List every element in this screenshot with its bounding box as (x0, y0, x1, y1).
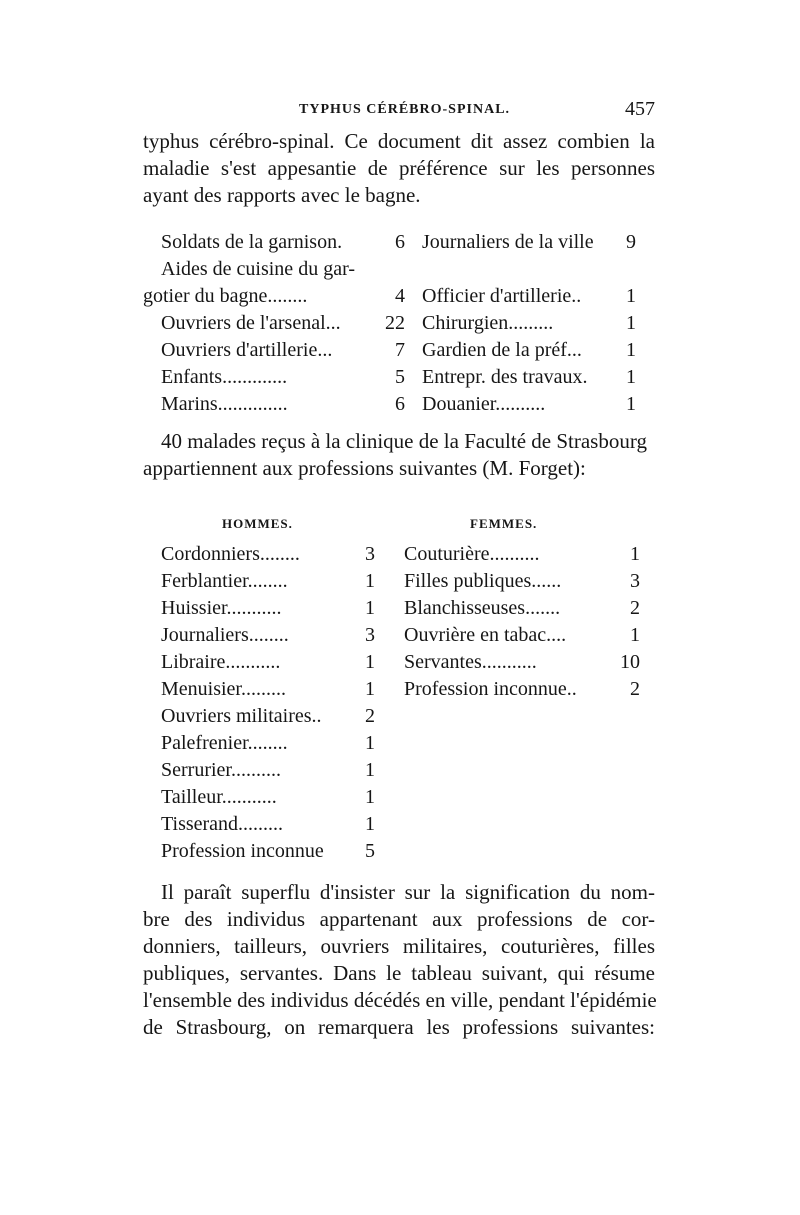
row-label: Marins.............. (161, 393, 288, 415)
row-label: Ouvrière en tabac.... (404, 624, 567, 646)
row-label: Libraire........... (161, 651, 281, 673)
intro-paragraph (143, 128, 655, 209)
row-label: Soldats de la garnison. (161, 231, 343, 253)
row-value: 2 (365, 705, 375, 727)
row-value: 1 (626, 366, 636, 388)
paragraph-line: donniers, tailleurs, ouvriers militaires, couturières, filles (143, 934, 655, 958)
row-value: 6 (395, 393, 405, 415)
row-label: Douanier.......... (422, 393, 546, 415)
row-value: 1 (626, 285, 636, 307)
row-label: Filles publiques...... (404, 570, 562, 592)
paragraph-line: de Strasbourg, on remarquera les professions suivantes: (143, 1015, 655, 1039)
paragraph-line: maladie s'est appesantie de préférence sur les personnes (143, 156, 655, 180)
row-value: 1 (626, 312, 636, 334)
row-value: 3 (630, 570, 640, 592)
clinic-paragraph (143, 428, 655, 482)
row-value: 1 (626, 339, 636, 361)
row-label: Chirurgien......... (422, 312, 554, 334)
row-label: Palefrenier........ (161, 732, 288, 754)
femmes-heading: FEMMES. (470, 516, 538, 531)
row-value: 1 (365, 813, 375, 835)
row-label: Gardien de la préf... (422, 339, 582, 361)
row-value: 3 (365, 543, 375, 565)
row-label: Profession inconnue.. (404, 678, 577, 700)
row-label: Cordonniers........ (161, 543, 300, 565)
row-value: 1 (365, 786, 375, 808)
row-value: 1 (365, 732, 375, 754)
row-label: Journaliers........ (161, 624, 289, 646)
row-label: Entrepr. des travaux. (422, 366, 588, 388)
row-label: Journaliers de la ville (422, 231, 594, 253)
row-value: 2 (630, 597, 640, 619)
row-label: Servantes........... (404, 651, 537, 673)
row-label: Ouvriers de l'arsenal... (161, 312, 341, 334)
row-label: Profession inconnue (161, 840, 324, 862)
row-value: 1 (365, 759, 375, 781)
closing-paragraph (143, 879, 655, 1041)
row-label: Tisserand......... (161, 813, 284, 835)
running-title: TYPHUS CÉRÉBRO-SPINAL. (299, 102, 511, 117)
row-label: Ouvriers militaires.. (161, 705, 322, 727)
row-value: 4 (395, 285, 405, 307)
row-value: 5 (395, 366, 405, 388)
page-number: 457 (625, 98, 655, 120)
row-value: 6 (395, 231, 405, 253)
row-value: 1 (630, 624, 640, 646)
row-label: Enfants............. (161, 366, 288, 388)
paragraph-line: typhus cérébro-spinal. Ce document dit assez combien la (143, 129, 655, 153)
row-value: 1 (626, 393, 636, 415)
row-label: gotier du bagne........ (143, 285, 308, 307)
row-value: 7 (395, 339, 405, 361)
hommes-heading: HOMMES. (222, 516, 293, 531)
row-label: Serrurier.......... (161, 759, 281, 781)
row-label: Officier d'artillerie.. (422, 285, 582, 307)
row-value: 5 (365, 840, 375, 862)
row-label: Ferblantier........ (161, 570, 288, 592)
row-value: 1 (365, 678, 375, 700)
paragraph-line: appartiennent aux professions suivantes (M. Forget): (143, 456, 586, 480)
row-label: Menuisier......... (161, 678, 286, 700)
row-value: 1 (365, 570, 375, 592)
paragraph-line: publiques, servantes. Dans le tableau suivant, qui résume (143, 961, 655, 985)
paragraph-line: bre des individus appartenant aux professions de cor- (143, 907, 655, 931)
paragraph-line: l'ensemble des individus décédés en ville, pendant l'épidémie (143, 988, 657, 1012)
paragraph-line: Il paraît superflu d'insister sur la signification du nom- (161, 880, 655, 904)
paragraph-line: ayant des rapports avec le bagne. (143, 183, 421, 207)
row-label: Huissier........... (161, 597, 282, 619)
row-value: 22 (385, 312, 405, 334)
row-value: 1 (365, 651, 375, 673)
row-label: Couturière.......... (404, 543, 540, 565)
row-label: Blanchisseuses....... (404, 597, 561, 619)
row-value: 3 (365, 624, 375, 646)
row-value: 10 (620, 651, 640, 673)
row-value: 2 (630, 678, 640, 700)
row-value: 1 (365, 597, 375, 619)
page-header (145, 100, 655, 124)
row-label: Ouvriers d'artillerie... (161, 339, 333, 361)
paragraph-line: 40 malades reçus à la clinique de la Faculté de Strasbourg (161, 429, 647, 453)
row-label: Tailleur........... (161, 786, 277, 808)
row-label: Aides de cuisine du gar- (161, 258, 355, 280)
row-value: 1 (630, 543, 640, 565)
row-value: 9 (626, 231, 636, 253)
